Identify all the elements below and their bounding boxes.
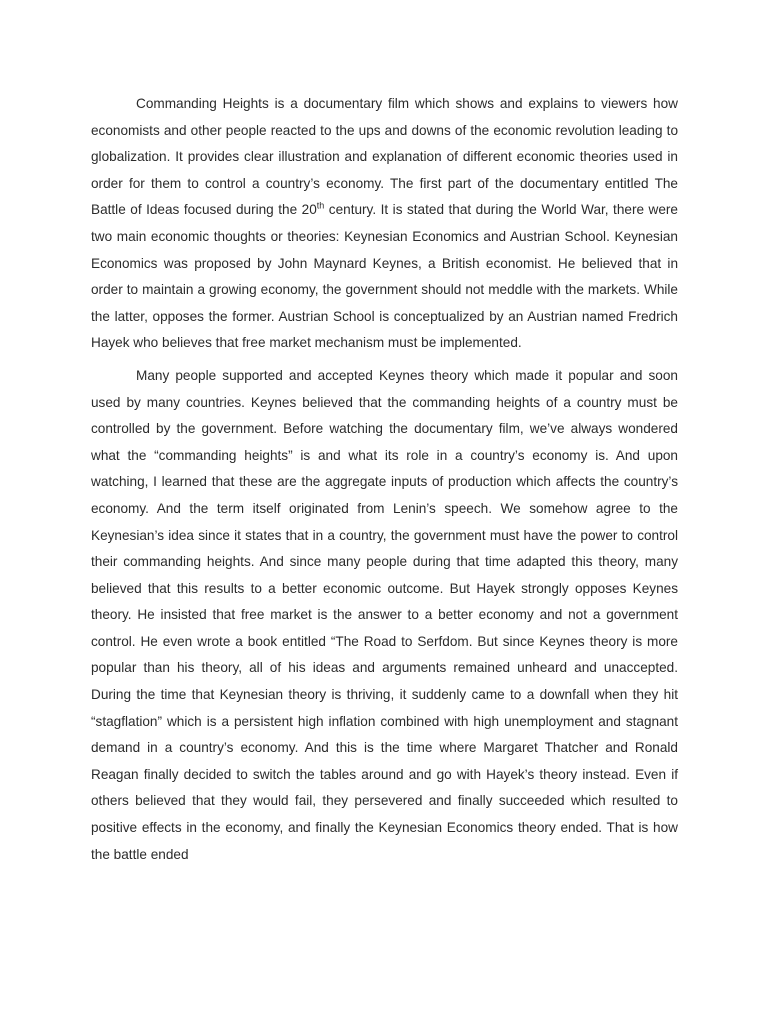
superscript-th: th bbox=[316, 200, 325, 211]
document-page bbox=[91, 91, 678, 868]
paragraph-2: Many people supported and accepted Keynes theory which made it popular and soon used by many countries. Keynes believed that the commanding heights of a country must be controlled by the government. Before watching the documentary film, we’ve always wondered what the “commanding heights” is and what its role in a country’s economy is. And upon watching, I learned that these are the aggregate inputs of production which affects the country’s economy. And the term itself originated from Lenin’s speech. We somehow agree to the Keynesian’s idea since it states that in a country, the government must have the power to control their commanding heights. And since many people during that time adapted this theory, many believed that this results to a better economic outcome. But Hayek strongly opposes Keynes theory. He insisted that free market is the answer to a better economy and not a government control. He even wrote a book entitled “The Road to Serfdom. But since Keynes theory is more popular than his theory, all of his ideas and arguments remained unheard and unaccepted. During the time that Keynesian theory is thriving, it suddenly came to a downfall when they hit “stagflation” which is a persistent high inflation combined with high unemployment and stagnant demand in a country’s economy. And this is the time where Margaret Thatcher and Ronald Reagan finally decided to switch the tables around and go with Hayek’s theory instead. Even if others believed that they would fail, they persevered and finally succeeded which resulted to positive effects in the economy, and finally the Keynesian Economics theory ended. That is how the battle ended bbox=[91, 367, 678, 862]
paragraph-1-text-a: Commanding Heights is a documentary film which shows and explains to viewers how economists and other people reacted to the ups and downs of the economic revolution leading to globalization. It provides clear illustration and explanation of different economic theories used in order for them to control a country’s economy. The first part of the documentary entitled The Battle of Ideas focused during the 20 bbox=[91, 96, 678, 218]
paragraph-1-text-b: century. It is stated that during the World War, there were two main economic thoughts or theories: Keynesian Economics and Austrian School. Keynesian Economics was proposed by John Maynard Keynes, a British economist. He believed that in order to maintain a growing economy, the government should not meddle with the markets. While the latter, opposes the former. Austrian School is conceptualized by an Austrian named Fredrich Hayek who believes that free market mechanism must be implemented. bbox=[91, 202, 678, 351]
paragraph-1 bbox=[91, 91, 678, 357]
